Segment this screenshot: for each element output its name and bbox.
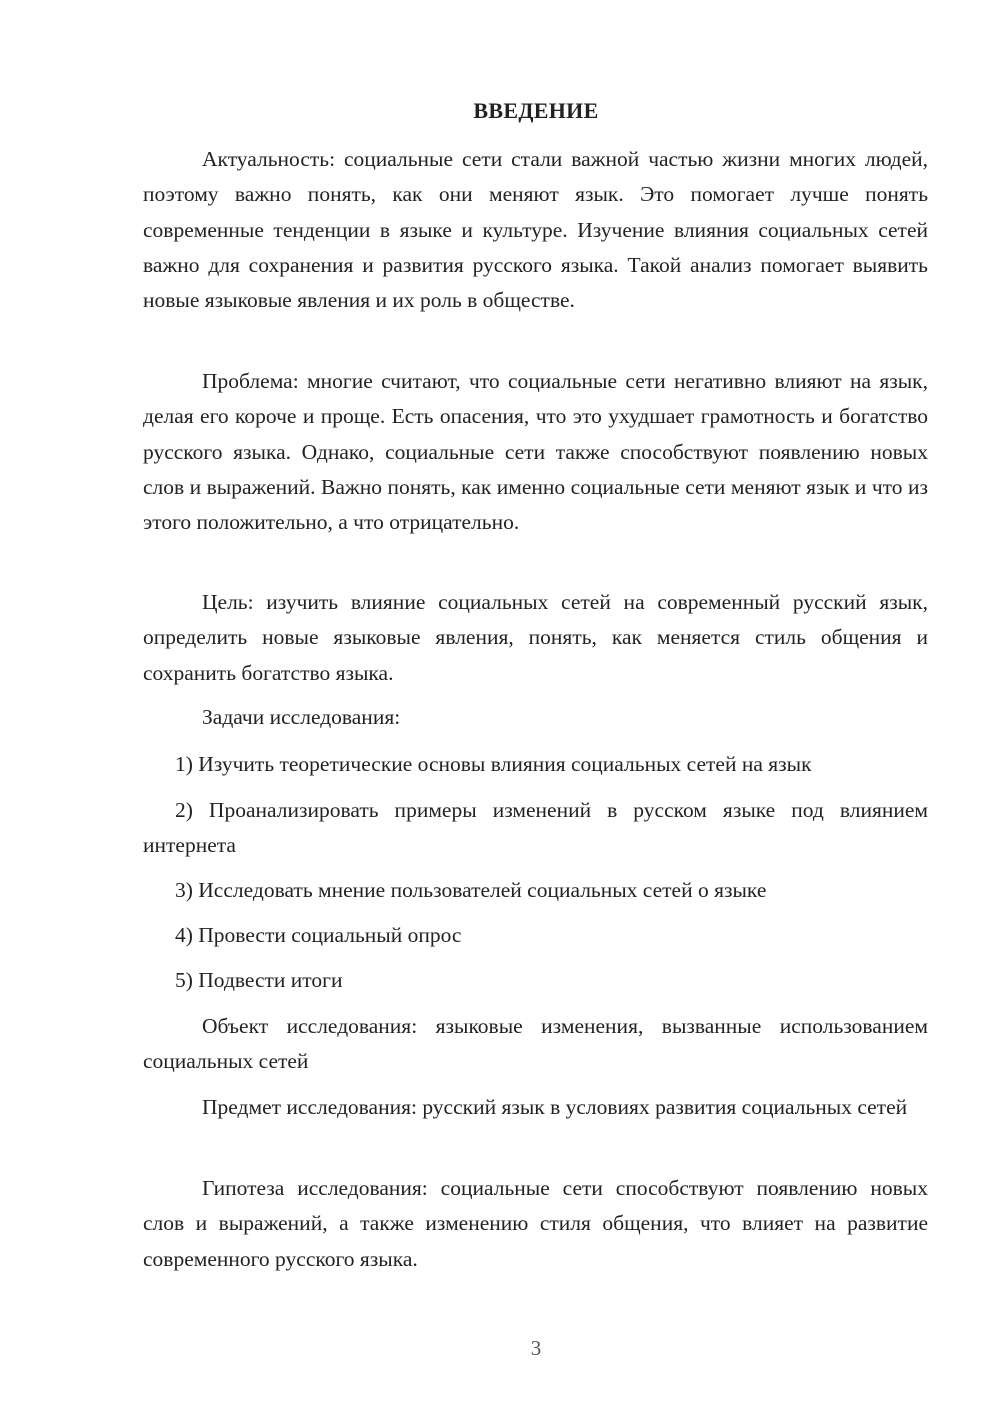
paragraph-object: Объект исследования: языковые изменения, вызванные использованием социальных сетей — [143, 1014, 928, 1074]
paragraph-tasks-heading: Задачи исследования: — [202, 705, 401, 729]
page-title: ВВЕДЕНИЕ — [473, 98, 599, 123]
paragraph-goal: Цель: изучить влияние социальных сетей на современный русский язык, определить новые языковые явления, понять, как меняется стиль общения и сохранить богатство языка. — [143, 590, 928, 685]
paragraph-hypothesis: Гипотеза исследования: социальные сети способствуют появлению новых слов и выражений, а также изменению стиля общения, что влияет на развитие современного русского языка. — [143, 1176, 928, 1271]
task-item-3: 3) Исследовать мнение пользователей социальных сетей о языке — [175, 878, 767, 902]
task-item-5: 5) Подвести итоги — [175, 968, 343, 992]
paragraph-subject: Предмет исследования: русский язык в условиях развития социальных сетей — [202, 1095, 908, 1119]
page-number: 3 — [530, 1336, 542, 1360]
paragraph-problem: Проблема: многие считают, что социальные сети негативно влияют на язык, делая его короче и проще. Есть опасения, что это ухудшает грамотность и богатство русского языка. Однако, социальные сети также способствуют появлению новых слов и выражений. Важно понять, как именно социальные сети меняют язык и что из этого положительно, а что отрицательно. — [143, 369, 928, 535]
task-item-1: 1) Изучить теоретические основы влияния социальных сетей на язык — [175, 752, 812, 776]
paragraph-relevance: Актуальность: социальные сети стали важной частью жизни многих людей, поэтому важно понять, как они меняют язык. Это помогает лучше понять современные тенденции в языке и культуре. Изучение влияния социальных сетей важно для сохранения и развития русского языка. Такой анализ помогает выявить новые языковые явления и их роль в обществе. — [143, 147, 928, 313]
task-item-4: 4) Провести социальный опрос — [175, 923, 462, 947]
task-item-2: 2) Проанализировать примеры изменений в русском языке под влиянием интернета — [143, 798, 928, 858]
